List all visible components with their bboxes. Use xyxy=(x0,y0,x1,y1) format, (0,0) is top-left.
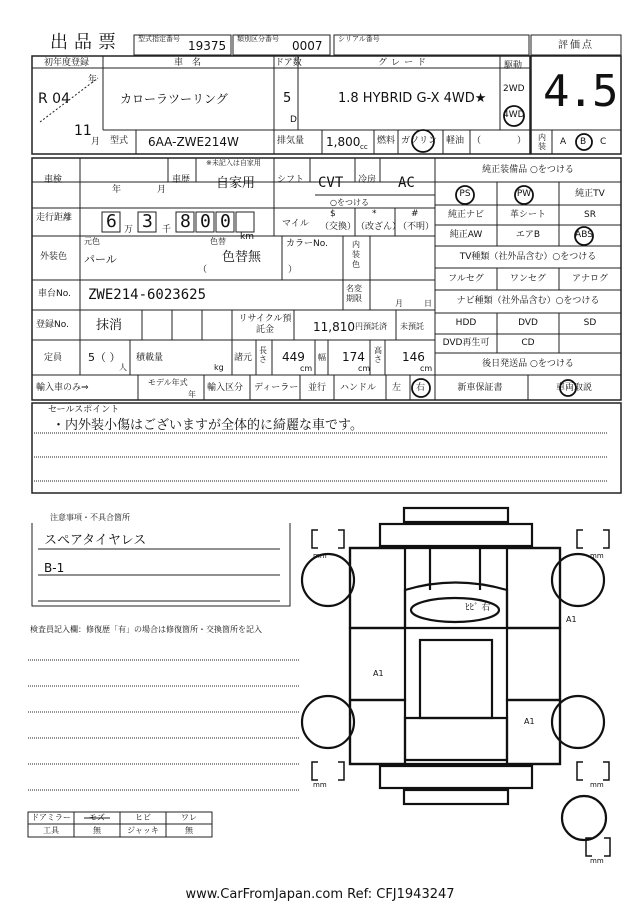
history-label: 車歴 xyxy=(172,175,191,185)
equip-abs: ABS xyxy=(575,230,593,240)
inspector-label: 検査員記入欄：修復歴「有」の場合は修復箇所・交換箇所を記入 xyxy=(30,625,262,634)
right-handle: 右 xyxy=(416,383,426,393)
factory-equip-title: 純正装備品 ○をつける xyxy=(482,165,574,175)
model-code-value: 19375 xyxy=(188,39,227,53)
interior-c: C xyxy=(600,137,607,147)
left-handle: 左 xyxy=(392,383,402,393)
equip-factory-tv: 純正TV xyxy=(575,189,605,199)
handle-label: ハンドル xyxy=(340,383,377,393)
height-unit: cm xyxy=(420,364,433,373)
drive-label: 駆動 xyxy=(504,61,523,71)
tv-oneseg: ワンセグ xyxy=(509,274,547,284)
doors-value: 5 xyxy=(283,91,292,106)
model-type-label: 型式 xyxy=(110,136,129,146)
model-code-label: 型式指定番号 xyxy=(138,35,180,43)
navi-dvd: DVD xyxy=(518,318,538,328)
recycle-label: リサイクル預託金 xyxy=(238,314,292,335)
car-damage-diagram xyxy=(302,508,606,840)
equip-factory-navi: 純正ナビ xyxy=(447,210,485,220)
break-header: ワレ xyxy=(181,813,197,822)
first-reg-label: 初年度登録 xyxy=(44,58,90,68)
title-expiry-label: 名変期限 xyxy=(346,284,362,303)
displacement-value: 1,800 xyxy=(326,135,361,149)
title-month-unit: 月 xyxy=(395,299,403,308)
repaint-value: 色替無 xyxy=(222,250,262,265)
navi-hdd: HDD xyxy=(455,318,477,328)
mileage-digit-2: 3 xyxy=(142,211,153,232)
recycle-not: 未預託 xyxy=(400,322,424,331)
length-unit: cm xyxy=(300,364,313,373)
car-name-value: カローラツーリング xyxy=(120,92,228,106)
mileage-digit-5: 0 xyxy=(220,211,231,232)
model-year-unit: 年 xyxy=(188,390,196,399)
history-note: ※未記入は自家用 xyxy=(206,159,261,167)
orig-color-label: 元色 xyxy=(84,237,100,246)
mileage-label: 走行距離 xyxy=(36,213,73,223)
height-label: 高さ xyxy=(374,346,382,364)
height-value: 146 xyxy=(402,350,425,364)
drive-2wd: 2WD xyxy=(503,84,525,94)
mm-rear-left: mm xyxy=(313,781,327,789)
damage-a1-front-right: A1 xyxy=(566,615,577,624)
recycle-unit: 円預託済 xyxy=(355,322,387,331)
parallel-option: 並行 xyxy=(308,383,327,393)
docs-manual: 車両取説 xyxy=(555,383,593,393)
notes-line-2: B-1 xyxy=(44,561,65,575)
windshield-damage-mark: ﾋﾋﾞ 右 xyxy=(465,603,491,613)
orig-color-value: パール xyxy=(84,253,117,266)
load-label: 積載量 xyxy=(136,353,164,363)
exterior-label: 外装色 xyxy=(40,252,68,262)
sales-point-text: ・内外装小傷はございますが全体的に綺麗な車です。 xyxy=(52,418,363,433)
fuel-other: （ ） xyxy=(472,136,527,146)
serial-label: シリアル番号 xyxy=(338,35,380,43)
repaint-label: 色替 xyxy=(210,237,226,246)
altered-label: （改ざん） xyxy=(356,222,402,232)
registration-value: 抹消 xyxy=(96,318,123,333)
equip-pw: PW xyxy=(516,189,532,199)
color-no-label: カラーNo. xyxy=(286,239,328,249)
docs-warranty: 新車保証書 xyxy=(457,383,503,393)
exchange-sym: $ xyxy=(330,209,336,219)
docs-title: 後日発送品 ○をつける xyxy=(482,359,574,369)
cooler-label: 冷房 xyxy=(358,175,377,185)
title-day-unit: 日 xyxy=(424,299,432,308)
category-value: 0007 xyxy=(292,39,323,53)
mm-front-left: mm xyxy=(313,552,327,560)
first-reg-year: R 04 xyxy=(38,91,70,107)
interior-color-label: 内装色 xyxy=(352,240,360,269)
notes-line-1: スペアタイヤレス xyxy=(44,533,147,548)
dims-label: 諸元 xyxy=(234,353,253,363)
import-label: 輸入車のみ⇒ xyxy=(36,383,89,393)
unknown-sym: # xyxy=(411,209,419,219)
equip-ps: PS xyxy=(459,189,471,199)
doors-label: ドア数 xyxy=(275,58,302,68)
dealer-option: ディーラー xyxy=(254,383,299,393)
tv-fullseg: フルセグ xyxy=(448,274,484,284)
year-unit: 年 xyxy=(88,75,98,85)
width-value: 174 xyxy=(342,350,365,364)
tools-label: 工具 xyxy=(43,826,59,835)
mileage-digit-1: 6 xyxy=(106,211,117,232)
spare-tire-circle xyxy=(562,796,606,840)
grade-label: グレード xyxy=(378,58,431,68)
equip-sr: SR xyxy=(584,210,596,220)
equip-airbag: エアB xyxy=(515,230,541,240)
displacement-label: 排気量 xyxy=(277,136,305,146)
score-value: 4.5 xyxy=(543,66,617,117)
length-label: 長さ xyxy=(259,346,267,364)
displacement-unit: cc xyxy=(360,143,368,151)
fuel-light-oil: 軽油 xyxy=(446,136,465,146)
crack-header: ヒビ xyxy=(135,813,151,822)
tv-analog: アナログ xyxy=(571,274,609,284)
width-label: 幅 xyxy=(318,353,326,362)
sales-point-label: セールスポイント xyxy=(48,405,120,415)
tv-title: TV種類（社外品含む）○をつける xyxy=(459,252,597,262)
month-unit: 月 xyxy=(91,137,101,147)
shift-label: シフト xyxy=(277,175,305,185)
grade-value: 1.8 HYBRID G-X 4WD★ xyxy=(338,91,487,106)
import-type-label: 輸入区分 xyxy=(207,383,244,393)
interior-a: A xyxy=(560,137,567,147)
length-value: 449 xyxy=(282,350,305,364)
altered-sym: * xyxy=(372,209,377,219)
doors-suffix: D xyxy=(290,115,297,125)
inspection-month-unit: 月 xyxy=(157,185,167,195)
load-unit: kg xyxy=(214,363,224,372)
shift-value: CVT xyxy=(318,175,344,191)
repaint-paren: （ ） xyxy=(198,265,298,275)
fuel-label: 燃料 xyxy=(377,136,396,146)
mile-option: マイル xyxy=(282,219,309,229)
damage-a1-left: A1 xyxy=(373,669,384,678)
mark-note: ○をつける xyxy=(330,198,369,207)
dvd-playable: DVD再生可 xyxy=(442,338,490,348)
mileage-man: 万 xyxy=(124,225,134,235)
cooler-value: AC xyxy=(398,175,415,191)
scratch-header: モズ xyxy=(89,813,105,822)
fuel-gasoline: ガソリン xyxy=(401,136,438,146)
inspection-label: 車検 xyxy=(44,175,63,185)
mileage-digit-4: 0 xyxy=(200,211,211,232)
chassis-label: 車台No. xyxy=(38,289,71,299)
first-reg-month: 11 xyxy=(74,123,92,139)
mileage-sen: 千 xyxy=(162,225,172,235)
navi-title: ナビ種類（社外品含む）○をつける xyxy=(456,296,600,306)
jack-label: ジャッキ xyxy=(127,826,159,835)
mm-rear-right: mm xyxy=(590,781,604,789)
dvd-cd: CD xyxy=(521,338,535,348)
drive-4wd: 4WD xyxy=(503,110,525,120)
history-value: 自家用 xyxy=(216,176,256,191)
interior-label: 内装 xyxy=(538,133,546,151)
inspection-year-unit: 年 xyxy=(112,185,122,195)
unknown-label: （不明） xyxy=(398,222,435,232)
equip-factory-aw: 純正AW xyxy=(449,230,483,240)
width-unit: cm xyxy=(358,364,371,373)
category-label: 類別区分番号 xyxy=(237,35,279,43)
page-title: 出品票 xyxy=(50,32,122,53)
notes-label: 注意事項・不具合箇所 xyxy=(50,513,130,522)
equip-leather: 革シート xyxy=(509,210,547,220)
damage-a1-rear-right: A1 xyxy=(524,717,535,726)
score-header-label: 評価点 xyxy=(558,40,594,51)
tools-value: 無 xyxy=(93,826,101,835)
recycle-value: 11,810 xyxy=(313,320,355,334)
mileage-unit: km xyxy=(240,232,254,242)
registration-label: 登録No. xyxy=(36,320,69,330)
capacity-label: 定員 xyxy=(44,353,63,363)
mm-front-right: mm xyxy=(590,552,604,560)
door-mirror-header: ドアミラー xyxy=(31,813,71,822)
model-year-label: モデル年式 xyxy=(148,378,188,387)
interior-b: B xyxy=(580,137,587,147)
navi-sd: SD xyxy=(583,318,597,328)
model-type-value: 6AA-ZWE214W xyxy=(148,135,239,149)
mileage-digit-3: 8 xyxy=(180,211,191,232)
chassis-value: ZWE214-6023625 xyxy=(88,287,207,303)
car-name-label: 車 名 xyxy=(174,58,202,68)
footer-ref: www.CarFromJapan.com Ref: CFJ1943247 xyxy=(185,887,455,902)
jack-value: 無 xyxy=(185,826,193,835)
exchange-label: （交換） xyxy=(320,222,357,232)
mm-spare: mm xyxy=(590,857,604,865)
capacity-unit: 人 xyxy=(119,363,127,372)
capacity-value: 5（ ） xyxy=(88,351,121,364)
